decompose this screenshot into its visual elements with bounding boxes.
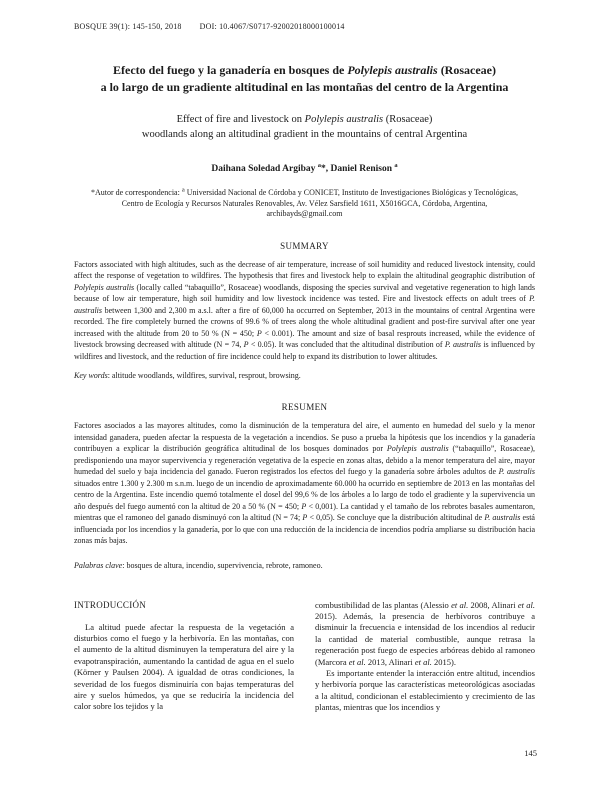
resumen-heading: RESUMEN (281, 402, 328, 412)
right-column (315, 600, 535, 714)
intro-paragraph-1: La altitud puede afectar la respuesta de la vegetación a disturbios como el fuego y la herbivoría. En las montañas, con el aumento de la altitud disminuyen la temperatura del aire y la evapotranspiración, aumentando la cantidad de agua en el suelo (Körner y Paulsen 2004). A igualdad de otras condiciones, la severidad de los fuegos disminuiría con bajas temperaturas del aire y suelos húmedos, ya que se reduciría la incidencia del calor sobre los tejidos y la (74, 621, 294, 712)
title-english: Effect of fire and livestock on Polylepis australis (Rosaceae) woodlands along an altitudinal gradient in the mountains of central Argentina (141, 114, 468, 140)
summary-heading: SUMMARY (280, 240, 329, 251)
page-number: 145 (524, 748, 537, 758)
authors-line: Daihana Soledad Argibay $^a$*, Daniel Renison $^a$ (211, 161, 398, 174)
journal-citation: BOSQUE 39(1): 145-150, 2018 (74, 22, 182, 31)
journal-header (74, 22, 535, 31)
two-column-body (74, 600, 535, 714)
summary-text: Factors associated with high altitudes, such as the decrease of air temperature, increase of soil humidity and reduced livestock intensity, could affect the response of vegetation to wildfires. The hypothesis that fires and livestock help to explain the altitudinal geographic distribution of Polylepis australis (locally called “tabaquillo”, Rosaceae) woodlands, disposing the species survival and vegetative regeneration to high lands because of low air temperature, high soil humidity and low livestock incidence was tested. Fire and livestock effects on adult trees of P. australis between 1,300 and 2,300 m a.s.l. after a fire of 60,000 ha occurred on September, 2013 in the mountains of central Argentina were recorded. The fire completely burned the crowns of 99.6 % of trees along the whole altitudinal gradient and post-fire survival after one year increased with the altitude from 20 to 50 % (N = 450; P < 0.001). The amount and size of basal resprouts increased, while the evidence of livestock browsing decreased with altitude (N = 74, P < 0.05). It was concluded that the altitudinal distribution of P. australis is influenced by wildfires and livestock, and the reduction of fire incidence could help to expand its distribution to lower altitudes. (74, 259, 535, 361)
resumen-text: Factores asociados a las mayores altitudes, como la disminución de la temperatura del aire, el aumento en humedad del suelo y la menor intensidad ganadera, pueden afectar la respuesta de la vegetación a incendios. Se puso a prueba la hipótesis que los incendios y la ganadería contribuyen a explicar la distribución geográfica altitudinal de los bosques dominados por Polylepis australis (“tabaquillo”, Rosaceae), predisponiendo una mayor supervivencia y regeneración vegetativa de la especie en zonas altas, debido a la menor temperatura del aire, mayor humedad del suelo y baja incidencia del ganado. Fueron registrados los efectos del fuego y la ganadería sobre árboles adultos de P. australis situados entre 1.300 y 2.300 m s.n.m. luego de un incendio de aproximadamente 60.000 ha ocurrido en septiembre de 2013 en las montañas del centro de la Argentina. Este incendio quemó totalmente el dosel del 99,6 % de los árboles a lo largo de todo el gradiente y la supervivencia un año después del fuego aumentó con la altitud de 20 a 50 % (N = 450; P < 0,001). La cantidad y el tamaño de los rebrotes basales aumentaron, mientras que el ramoneo del ganado disminuyó con la altitud (N = 74; P < 0,05). Se concluye que la distribución altitudinal de P. australis está influenciada por los incendios y la ganadería, por lo que con una reducción de la incidencia de incendios podría ampliarse su distribución hacia zonas más bajas. (74, 421, 536, 545)
journal-doi: DOI: 10.4067/S0717-92002018000100014 (199, 22, 345, 31)
intro-paragraph-3: Es importante entender la interacción entre altitud, incendios y herbivoría porque las características meteorológicas asociadas a la altitud, condicionan el establecimiento y crecimiento de las plantas, mientras que los incendios y (315, 667, 535, 713)
introduction-heading: INTRODUCCIÓN (74, 599, 147, 610)
correspondence-note: *Autor de correspondencia: $^a$ Universidad Nacional de Córdoba y CONICET, Instituto de Investigaciones Biológicas y Tecnológicas, Centro de Ecología y Recursos Naturales Renovables, Av. Vélez Sarsfield 1611, X5016GCA, Córdoba, Argentina, archibayds@gmail.com (90, 186, 519, 218)
left-column (74, 600, 294, 714)
intro-paragraph-2: combustibilidad de las plantas (Alessio et al. 2008, Alinari et al. 2015). Además, la presencia de herbívoros contribuye a disminuir la frecuencia e intensidad de los incendios al reducir la cantidad de material combustible, aunque retrasa la regeneración post fuego de especies arbóreas debido al ramoneo (Marcora et al. 2013, Alinari et al. 2015). (315, 599, 536, 667)
palabras-clave-line: Palabras clave: bosques de altura, incendio, supervivencia, rebrote, ramoneo. (74, 560, 323, 570)
keywords-line: Key words: altitude woodlands, wildfires, survival, resprout, browsing. (74, 371, 301, 380)
title-spanish: Efecto del fuego y la ganadería en bosques de Polylepis australis (Rosaceae) a lo largo de un gradiente altitudinal en las montañas del centro de la Argentina (100, 63, 509, 94)
